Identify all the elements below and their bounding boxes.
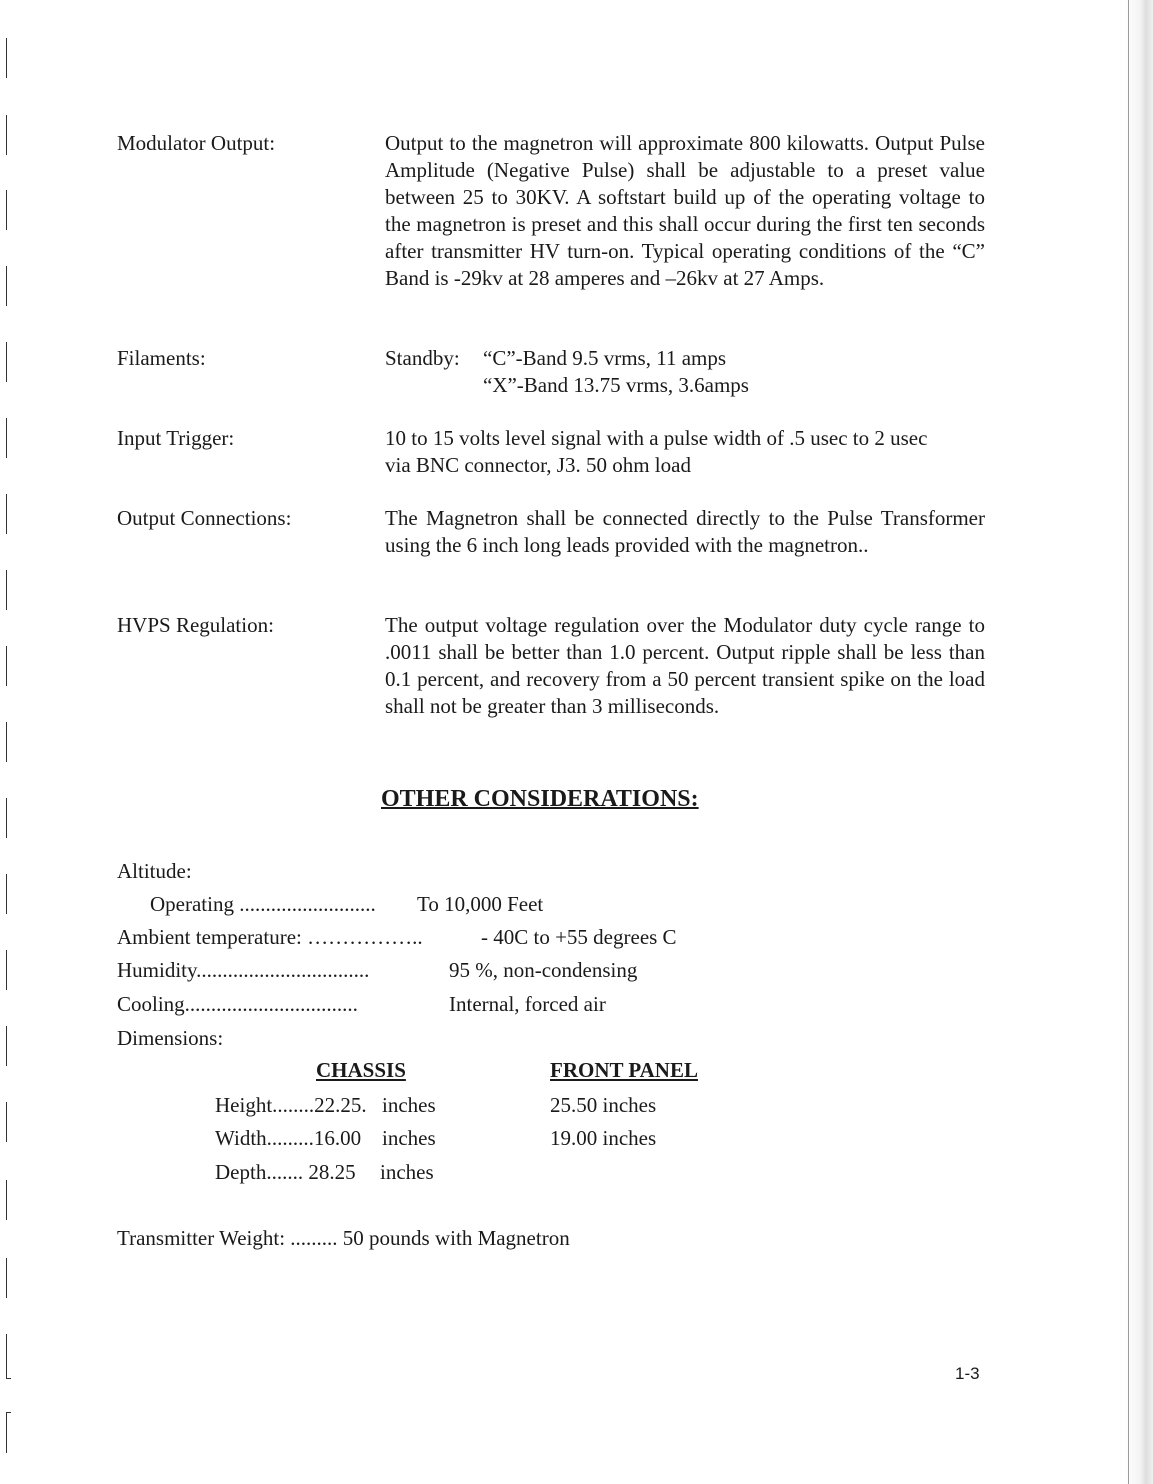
chassis-depth: Depth....... 28.25 [215, 1160, 356, 1184]
chassis-heading: CHASSIS [316, 1058, 406, 1082]
filaments-c-band: “C”-Band 9.5 vrms, 11 amps [483, 346, 727, 370]
transmitter-weight: Transmitter Weight: ......... 50 pounds with Magnetron [117, 1226, 570, 1250]
binder-mark [6, 418, 11, 458]
input-trigger-line2: via BNC connector, J3. 50 ohm load [385, 453, 691, 477]
ambient-temperature-value: - 40C to +55 degrees C [481, 925, 677, 949]
binder-mark [6, 646, 11, 686]
chassis-width: Width.........16.00 [215, 1126, 362, 1150]
filaments-mode: Standby: [385, 346, 460, 370]
page-edge-line [1128, 0, 1129, 1484]
filaments-label: Filaments: [117, 346, 206, 370]
output-connections-label: Output Connections: [117, 506, 292, 530]
page-edge [1125, 0, 1153, 1484]
input-trigger-line1: 10 to 15 volts level signal with a pulse width of .5 usec to 2 usec [385, 426, 928, 450]
page-number: 1-3 [955, 1364, 980, 1383]
cooling-label: Cooling................................. [117, 992, 358, 1016]
binder-mark [6, 570, 11, 610]
chassis-width-unit: inches [382, 1126, 436, 1150]
front-panel-height: 25.50 inches [550, 1093, 657, 1117]
binder-mark [6, 1334, 11, 1379]
chassis-height-unit: inches [382, 1093, 436, 1117]
binder-mark [6, 874, 11, 914]
binder-mark [6, 115, 11, 155]
binder-mark [6, 1180, 11, 1220]
operating-label: Operating .......................... [150, 892, 376, 916]
binder-mark [6, 1102, 11, 1142]
front-panel-heading: FRONT PANEL [550, 1058, 698, 1082]
modulator-output-label: Modulator Output: [117, 131, 276, 155]
binder-mark [6, 950, 11, 990]
humidity-label: Humidity................................. [117, 958, 370, 982]
hvps-regulation-text: The output voltage regulation over the Modulator duty cycle range to .0011 shall be better than 1.0 percent. Output ripple shall be less than 0.1 percent, and recovery from a 50 percent transient spike on the load shall not be greater than 3 milliseconds. [385, 613, 985, 718]
binder-mark [6, 722, 11, 762]
binder-mark [6, 38, 11, 78]
cooling-value: Internal, forced air [449, 992, 606, 1016]
binder-mark [6, 1258, 11, 1298]
input-trigger-label: Input Trigger: [117, 426, 235, 450]
dimensions-label: Dimensions: [117, 1026, 224, 1050]
binder-mark [6, 1026, 11, 1066]
chassis-height: Height........22.25. [215, 1093, 367, 1117]
hvps-regulation-label: HVPS Regulation: [117, 613, 274, 637]
binder-mark [6, 1412, 11, 1453]
binder-mark [6, 342, 11, 382]
chassis-depth-unit: inches [380, 1160, 434, 1184]
modulator-output-text: Output to the magnetron will approximate 800 kilowatts. Output Pulse Amplitude (Negative Pulse) shall be adjustable to a preset value between 25 to 30KV. A softstart build up of the operating voltage to the magnetron is preset and this shall occur during the first ten seconds after transmitter HV turn-on. Typical operating conditions of the “C” Band is -29kv at 28 amperes and –26kv at 27 Amps. [385, 131, 985, 290]
operating-value: To 10,000 Feet [417, 892, 544, 916]
binder-mark [6, 494, 11, 534]
humidity-value: 95 %, non-condensing [449, 958, 638, 982]
altitude-label: Altitude: [117, 859, 192, 883]
other-considerations-heading: OTHER CONSIDERATIONS: [381, 786, 699, 812]
filaments-x-band: “X”-Band 13.75 vrms, 3.6amps [483, 373, 749, 397]
output-connections-text: The Magnetron shall be connected directly to the Pulse Transformer using the 6 inch long leads provided with the magnetron.. [385, 506, 985, 557]
binder-mark [6, 190, 11, 230]
front-panel-width: 19.00 inches [550, 1126, 657, 1150]
binder-mark [6, 798, 11, 838]
binder-mark [6, 266, 11, 306]
ambient-temperature-label: Ambient temperature: …………….. [117, 925, 423, 949]
